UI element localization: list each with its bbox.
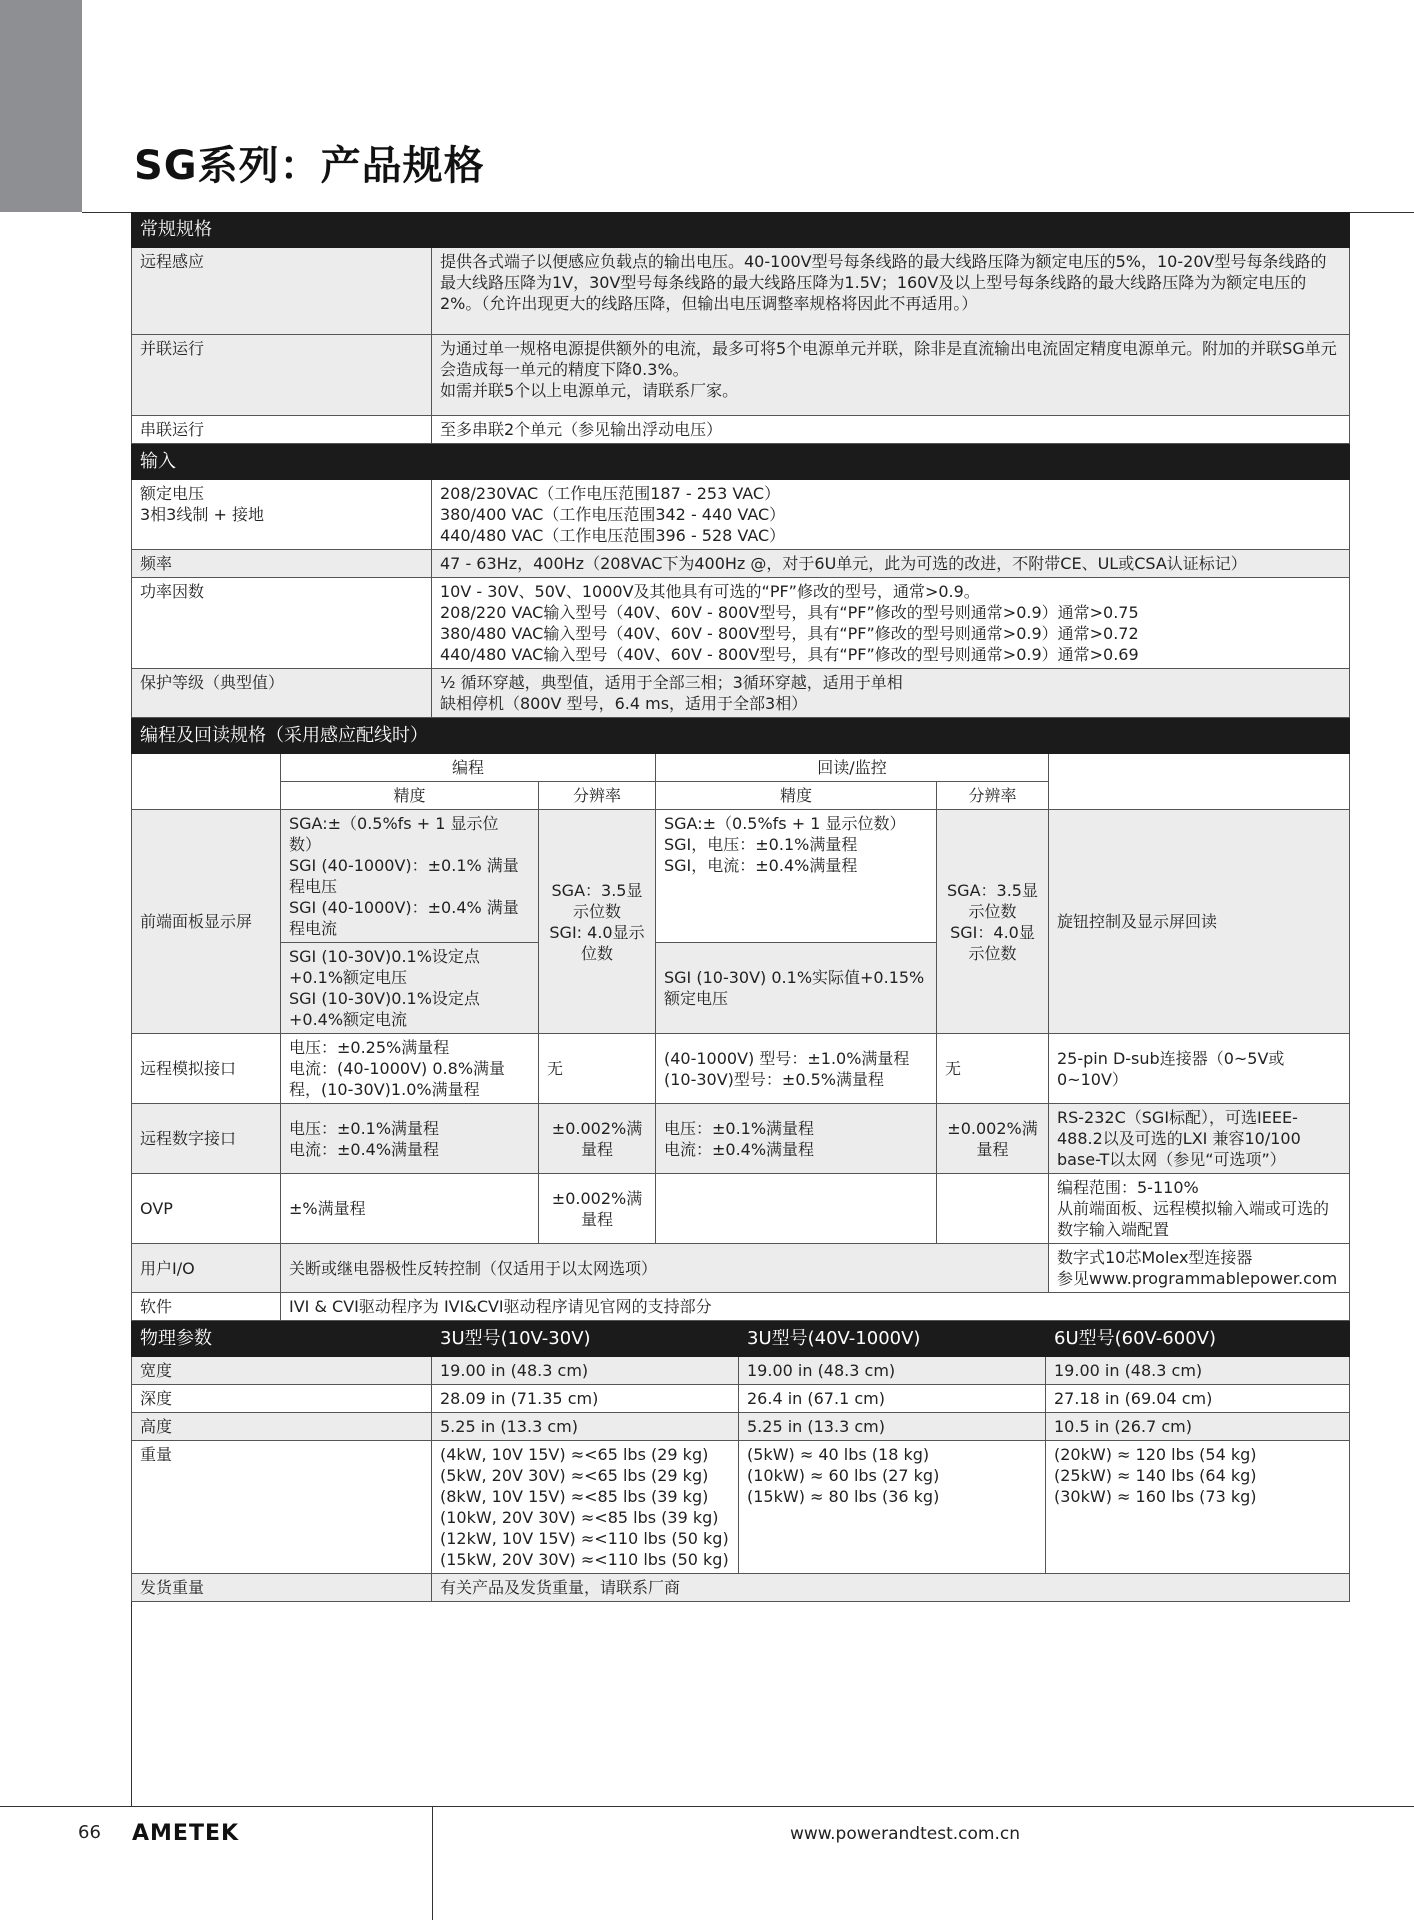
prog-accuracy: SGA:±（0.5%fs + 1 显示位数） SGI (40-1000V)：±0.1% 满量程电压 SGI (40-1000V)：±0.4% 满量程电流 [281,810,539,943]
table-row [132,810,1350,943]
col-header-rb-resolution: 分辨率 [937,782,1049,810]
website-url: www.powerandtest.com.cn [790,1824,1020,1844]
row-label: 串联运行 [132,416,432,444]
row-note: 25-pin D-sub连接器（0~5V或0~10V） [1049,1034,1350,1104]
row-value: 208/230VAC（工作电压范围187 - 253 VAC） 380/400 VAC（工作电压范围342 - 440 VAC） 440/480 VAC（工作电压范围396 - 528 VAC） [432,480,1350,550]
rb-accuracy: SGA:±（0.5%fs + 1 显示位数） SGI，电压：±0.1%满量程 SGI，电流：±0.4%满量程 [656,810,937,943]
page-title: SG系列：产品规格 [134,143,485,189]
prog-accuracy: 电压：±0.25%满量程 电流：(40-1000V) 0.8%满量程，(10-30V)1.0%满量程 [281,1034,539,1104]
prog-resolution: SGA：3.5显示位数 SGI: 4.0显示位数 [539,810,656,1034]
cell: (5kW) ≈ 40 lbs (18 kg) (10kW) ≈ 60 lbs (27 kg) (15kW) ≈ 80 lbs (36 kg) [739,1441,1046,1574]
row-label: 宽度 [132,1357,432,1385]
row-value: 10V - 30V、50V、1000V及其他具有可选的“PF”修改的型号，通常>0.9。 208/220 VAC输入型号（40V、60V - 800V型号，具有“PF”修改的型号则通常>0.9）通常>0.75 380/480 VAC输入型号（40V、60V - 800V型号，具有“PF”修改的型号则通常>0.9）通常>0.72 440/480 VAC输入型号（40V、60V - 800V型号，具有“PF”修改的型号则通常>0.9）通常>0.69 [432,578,1350,669]
table-row [132,1244,1350,1293]
cell: 19.00 in (48.3 cm) [1046,1357,1350,1385]
table-row [132,1413,1350,1441]
page-number: 66 [78,1822,101,1843]
row-label: 并联运行 [132,335,432,416]
row-label: 深度 [132,1385,432,1413]
row-value: IVI & CVI驱动程序为 IVI&CVI驱动程序请见官网的支持部分 [281,1293,1350,1321]
row-label: 前端面板显示屏 [132,810,281,1034]
spec-sheet [131,212,1350,1602]
col-header-rb-accuracy: 精度 [656,782,937,810]
grey-corner-tab [0,0,82,212]
cell: 19.00 in (48.3 cm) [432,1357,739,1385]
table-row [132,248,1350,335]
row-value: 47 - 63Hz，400Hz（208VAC下为400Hz @，对于6U单元，此为可选的改进，不附带CE、UL或CSA认证标记） [432,550,1350,578]
header-blank [132,754,281,810]
cell: 19.00 in (48.3 cm) [739,1357,1046,1385]
row-value: 关断或继电器极性反转控制（仅适用于以太网选项） [281,1244,1049,1293]
col-header-program: 编程 [281,754,656,782]
row-note: 数字式10芯Molex型连接器 参见www.programmablepower.com [1049,1244,1350,1293]
section-header-physical: 物理参数 [132,1322,432,1357]
ametek-logo: AMETEK [132,1821,240,1846]
section-header-general: 常规规格 [132,213,1350,248]
row-value: ½ 循环穿越，典型值，适用于全部三相；3循环穿越，适用于单相 缺相停机（800V 型号，6.4 ms，适用于全部3相） [432,669,1350,718]
cell: 27.18 in (69.04 cm) [1046,1385,1350,1413]
row-note: 旋钮控制及显示屏回读 [1049,810,1350,1034]
cell: 5.25 in (13.3 cm) [432,1413,739,1441]
row-label: 远程数字接口 [132,1104,281,1174]
cell: 5.25 in (13.3 cm) [739,1413,1046,1441]
row-note: 编程范围：5-110% 从前端面板、远程模拟输入端或可选的数字输入端配置 [1049,1174,1350,1244]
footer-divider [432,1806,433,1920]
rb-accuracy: (40-1000V) 型号：±1.0%满量程 (10-30V)型号：±0.5%满量程 [656,1034,937,1104]
cell: (20kW) ≈ 120 lbs (54 kg) (25kW) ≈ 140 lbs (64 kg) (30kW) ≈ 160 lbs (73 kg) [1046,1441,1350,1574]
prog-resolution: ±0.002%满量程 [539,1174,656,1244]
row-label: 功率因数 [132,578,432,669]
row-label: 发货重量 [132,1574,432,1602]
rb-accuracy: SGI (10-30V) 0.1%实际值+0.15%额定电压 [656,943,937,1034]
row-label: 保护等级（典型值） [132,669,432,718]
general-specs-table [131,212,1350,444]
row-label: 额定电压 3相3线制 + 接地 [132,480,432,550]
row-value: 提供各式端子以便感应负载点的输出电压。40-100V型号每条线路的最大线路压降为额定电压的5%，10-20V型号每条线路的最大线路压降为1V，30V型号每条线路的最大线路压降为1.5V；160V及以上型号每条线路的最大线路压降为为额定电压的2%。（允许出现更大的线路压降，但输出电压调整率规格将因此不再适用。） [432,248,1350,335]
row-note: RS-232C（SGI标配），可选IEEE-488.2以及可选的LXI 兼容10/100 base-T以太网（参见“可选项”） [1049,1104,1350,1174]
row-label: 软件 [132,1293,281,1321]
footer-rule [0,1806,1414,1807]
prog-resolution: ±0.002%满量程 [539,1104,656,1174]
section-header-programming: 编程及回读规格（采用感应配线时） [132,719,1350,754]
section-header-input: 输入 [132,445,1350,480]
col-header-3u-low: 3U型号(10V-30V) [432,1322,739,1357]
rb-resolution: 无 [937,1034,1049,1104]
cell: 26.4 in (67.1 cm) [739,1385,1046,1413]
row-label: 远程模拟接口 [132,1034,281,1104]
table-row [132,335,1350,416]
table-row [132,1293,1350,1321]
cell: 10.5 in (26.7 cm) [1046,1413,1350,1441]
table-row [132,416,1350,444]
table-row [132,550,1350,578]
row-label: 远程感应 [132,248,432,335]
input-specs-table [131,444,1350,718]
col-header-6u: 6U型号(60V-600V) [1046,1322,1350,1357]
table-row [132,1441,1350,1574]
table-row [132,578,1350,669]
table-row [132,1034,1350,1104]
col-header-prog-accuracy: 精度 [281,782,539,810]
prog-accuracy: 电压：±0.1%满量程 电流：±0.4%满量程 [281,1104,539,1174]
cell: (4kW, 10V 15V) ≈<65 lbs (29 kg) (5kW, 20V 30V) ≈<65 lbs (29 kg) (8kW, 10V 15V) ≈<85 lbs (39 kg) (10kW, 20V 30V) ≈<85 lbs (39 kg) (12kW, 10V 15V) ≈<110 lbs (50 kg) (15kW, 20V 30V) ≈<110 lbs (50 kg) [432,1441,739,1574]
rb-resolution: SGA：3.5显示位数 SGI：4.0显示位数 [937,810,1049,1034]
row-value: 有关产品及发货重量，请联系厂商 [432,1574,1350,1602]
programming-specs-table [131,718,1350,1321]
rb-accuracy-empty [656,1174,937,1244]
row-label: 频率 [132,550,432,578]
row-label: 重量 [132,1441,432,1574]
table-row [132,1104,1350,1174]
table-row [132,1174,1350,1244]
physical-specs-table [131,1321,1350,1602]
prog-accuracy: SGI (10-30V)0.1%设定点+0.1%额定电压 SGI (10-30V)0.1%设定点+0.4%额定电流 [281,943,539,1034]
col-header-prog-resolution: 分辨率 [539,782,656,810]
table-row [132,669,1350,718]
prog-resolution: 无 [539,1034,656,1104]
col-header-readback: 回读/监控 [656,754,1049,782]
header-blank-right [1049,754,1350,810]
rb-accuracy: 电压：±0.1%满量程 电流：±0.4%满量程 [656,1104,937,1174]
row-label: OVP [132,1174,281,1244]
col-header-3u-high: 3U型号(40V-1000V) [739,1322,1046,1357]
row-value: 为通过单一规格电源提供额外的电流，最多可将5个电源单元并联，除非是直流输出电流固定精度电源单元。附加的并联SG单元会造成每一单元的精度下降0.3%。 如需并联5个以上电源单元，请联系厂家。 [432,335,1350,416]
table-row [132,1357,1350,1385]
table-row [132,1385,1350,1413]
rb-resolution: ±0.002%满量程 [937,1104,1049,1174]
rb-resolution-empty [937,1174,1049,1244]
cell: 28.09 in (71.35 cm) [432,1385,739,1413]
row-label: 高度 [132,1413,432,1441]
table-row [132,480,1350,550]
prog-accuracy: ±%满量程 [281,1174,539,1244]
row-label: 用户I/O [132,1244,281,1293]
table-row [132,1574,1350,1602]
row-value: 至多串联2个单元（参见输出浮动电压） [432,416,1350,444]
